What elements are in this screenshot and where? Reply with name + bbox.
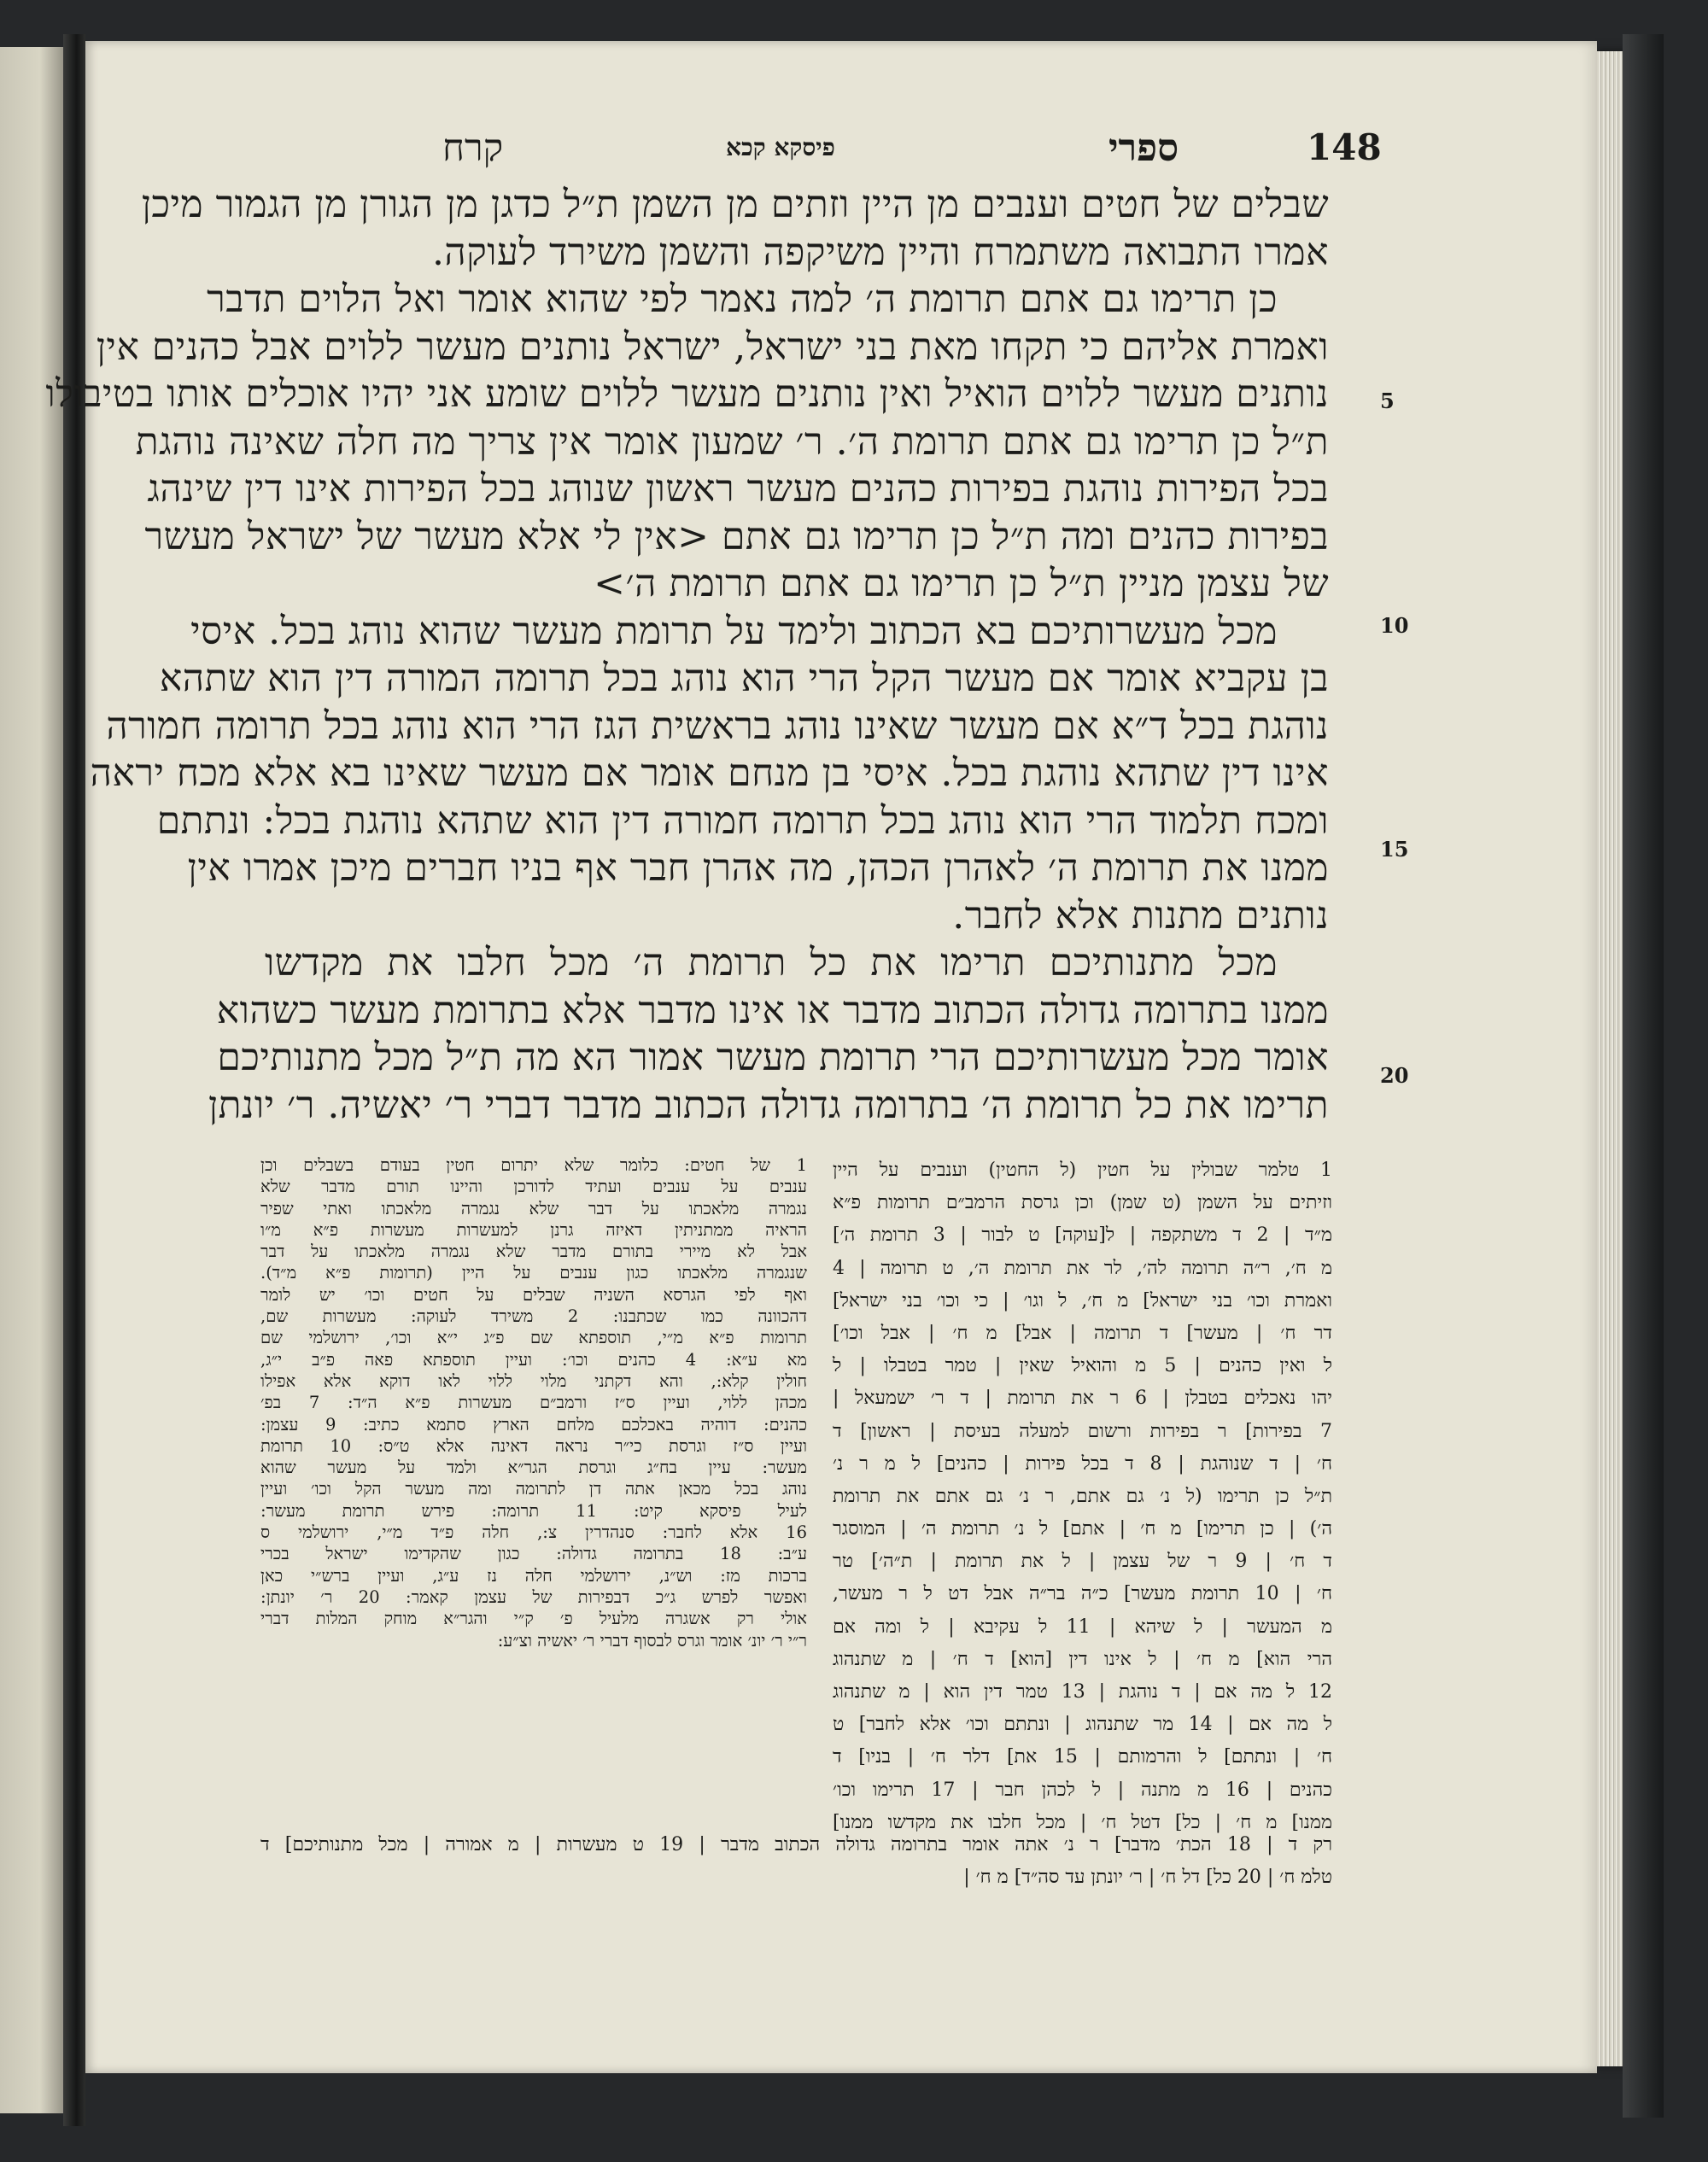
- facing-page-edge: [0, 47, 67, 2113]
- note-line: ברכות מז: וש״נ, ירושלמי חלה נז ע״ג, ועיין ברש״י כאן: [260, 1565, 807, 1586]
- book-cover-edge: [1623, 34, 1664, 2118]
- note-line: כהנים: דוהיה באכלכם מלחם הארץ סתמא כתיב: 9 עצמן:: [260, 1414, 807, 1435]
- note-line: שנגמרה מלאכתו כגון ענבים על היין (תרומות פ״א מ״ד).: [260, 1263, 807, 1283]
- note-line: ת״ל כן תרימו (ל נ׳ גם אתם, ר נ׳ גם אתם את תרומת: [833, 1485, 1332, 1507]
- note-line: נוהג בכל מכאן אתה דן לתרומה ומה מעשר הקל וכו׳ ועיין: [260, 1479, 807, 1499]
- note-line: הרי הוא] מ ח׳ | ל אינו דין [הוא] ד ח׳ | מ שתנהוג: [833, 1648, 1332, 1670]
- text-line: כן תרימו גם אתם תרומת ה׳ למה נאמר לפי שהוא אומר ואל הלוים תדבר: [207, 278, 1278, 321]
- variant-readings-column: [833, 1154, 1332, 1839]
- note-line: ואמרת וכו׳ בני ישראל] מ ח׳, ל וגו׳ | כי וכו׳ בני ישראל]: [833, 1289, 1332, 1312]
- chapter-label: קרח: [442, 126, 504, 170]
- text-line: אמרו התבואה משתמרח והיין משיקפה והשמן משירד לעוקה.: [431, 230, 1329, 274]
- text-line: אינו דין שתהא נוהגת בכל. איסי בן מנחם אומר אם מעשר שאינו בא אלא מכח יראה: [90, 751, 1329, 795]
- note-line: ממנו] מ ח׳ | כל] דטל ח׳ | מכל חלבו את מקדשו ממנו]: [833, 1811, 1332, 1833]
- note-line: טלמ ח׳ | 20 כל] דל ח׳ | ר׳ יונתן עד סה״ד] מ ח׳ |: [963, 1867, 1332, 1889]
- text-line: מכל מתנותיכם תרימו את כל תרומת ה׳ מכל חלבו את מקדשו: [265, 941, 1278, 985]
- note-line: ח׳ | 10 תרומת מעשר] כ״ה בר״ה אבל דט ל ר מעשר,: [833, 1583, 1333, 1605]
- note-line: וזיתים על השמן (ט שמן) וכן גרסת הרמב״ם תרומות פ״א: [833, 1192, 1332, 1214]
- note-line: ד ח׳ | 9 ר של עצמן | ל את תרומת | ת״ה׳] טר: [833, 1551, 1332, 1573]
- note-line: ואפשר לפרש ג״כ דבפירות של עצמן קאמר: 20 ר׳ יונתן:: [260, 1586, 807, 1607]
- note-line: אולי רק אשגרה מלעיל פ׳ ק״י והגר״א מוחק המלות דברי: [260, 1609, 807, 1629]
- note-line: ה׳) | כן תרימו] מ ח׳ | אתם] ל נ׳ תרומת ה׳ | המוסגר: [833, 1518, 1332, 1540]
- text-line: מכל מעשרותיכם בא הכתוב ולימד על תרומת מעשר שהוא נוהג בכל. איסי: [190, 609, 1278, 653]
- note-line: ע״ב: 18 בתרומה גדולה: כגון שהקדימו ישראל בכרי: [260, 1544, 808, 1564]
- note-line: הראיה ממתניתין דאיזה גרנן למעשרות מעשרות פ״א מ״ו: [260, 1219, 807, 1240]
- note-line: מ״ד | 2 ד משתקפה | ל[עוקה] ט לבור | 3 תרומת ה׳]: [833, 1224, 1332, 1247]
- note-line: ר״י ר׳ יונ׳ אומר וגרס לבסוף דברי ר׳ יאשיה וצ״ע:: [497, 1630, 807, 1651]
- note-line: ענבים על ענבים ועתיד לדורכן והיינו תורם מדבר שלא: [260, 1177, 807, 1197]
- line-number: 20: [1380, 1063, 1409, 1088]
- text-line: ממנו בתרומה גדולה הכתוב מדבר או אינו מדבר אלא בתרומת מעשר כשהוא: [216, 988, 1329, 1032]
- note-line: ל ואין כהנים | 5 מ והואיל שאין | טמר בטבלו | ל: [833, 1355, 1332, 1377]
- book-title: ספרי: [1108, 126, 1179, 170]
- text-line: אומר מכל מעשרותיכם הרי תרומת מעשר אמור הא מה ת״ל מכל מתנותיכם: [217, 1036, 1329, 1079]
- text-line: בכל הפירות נוהגת בפירות כהנים מעשר ראשון שנוהג בכל הפירות אינו דין שינהג: [147, 467, 1329, 511]
- text-line: ת״ל כן תרימו גם אתם תרומת ה׳. ר׳ שמעון אומר אין צריך מה חלה שאינה נוהגת: [135, 419, 1329, 464]
- page-number: 148: [1307, 126, 1382, 168]
- note-line: רק ד | 18 הכת׳ מדבר] ר נ׳ אתה אומר בתרומה גדולה הכתוב מדבר | 19 ט מעשרות | מ אמורה | מכל מתנותיכם] ד: [260, 1834, 1332, 1855]
- note-line: ח׳ | ד שנוהגת | 8 ד בכל פירות | כהנים] ל מ ר נ׳: [833, 1452, 1332, 1475]
- note-line: ל מה אם | 14 מר שתנהוג | ונתתם וכו׳ אלא לחבר] ט: [833, 1714, 1332, 1736]
- note-line: מעשר: עיין בח״ג וגרסת הגר״א ולמד על מעשר שהוא: [260, 1458, 807, 1478]
- note-line: ח׳ | ונתתם] ל והרמותם | 15 את] דלר ח׳ | בניו] ד: [833, 1746, 1332, 1768]
- text-line: בפירות כהנים ומה ת״ל כן תרימו גם אתם <אין לי אלא מעשר של ישראל מעשר: [144, 514, 1329, 558]
- note-line: 12 ל מה אם | ד נוהגת | 13 טמר דין הוא | מ שתנהוג: [833, 1681, 1332, 1703]
- note-line: אבל לא מיירי בתורם מדבר שלא נגמרה מלאכתו על דבר: [260, 1242, 807, 1262]
- line-number: 15: [1380, 837, 1409, 862]
- note-line: דר ח׳ | מעשר] ד תרומה | אבל] מ ח׳ | אבל וכו׳]: [833, 1322, 1332, 1344]
- note-line: חולין קלא:, והא דקתני מלוי ללוי לאו דוקא אלא אפילו: [260, 1370, 807, 1391]
- note-line: ועיין ס״ז וגרסת כי״ר נראה דאינה אלא ט״ס: 10 תרומת: [260, 1435, 807, 1456]
- text-line: בן עקביא אומר אם מעשר הקל הרי הוא נוהג בכל תרומה המורה דין הוא שתהא: [159, 657, 1329, 700]
- line-number: 5: [1380, 389, 1395, 413]
- note-line: כהנים | 16 מ מתנה | ל לכהן חבר | 17 תרימו וכו׳: [833, 1779, 1332, 1801]
- text-line: ואמרת אליהם כי תקחו מאת בני ישראל, ישראל נותנים מעשר ללוים אבל כהנים אין: [96, 324, 1329, 369]
- text-line: תרימו את כל תרומת ה׳ בתרומה גדולה הכתוב מדבר דברי ר׳ יאשיה. ר׳ יונתן: [208, 1083, 1329, 1127]
- note-line: מ המעשר | ל שיהא | 11 ל עקיבא | ל ומה אם: [833, 1616, 1332, 1638]
- note-line: ואף לפי הגרסא השניה שבלים על חטים וכו׳ יש לומר: [260, 1284, 807, 1305]
- section-label: פיסקא קכא: [726, 133, 835, 161]
- note-line: 16 אלא לחבר: סנהדרין צ:, חלה פ״ד מ״י, ירושלמי ס: [260, 1522, 807, 1543]
- text-line: שבלים של חטים וענבים מן היין וזתים מן השמן ת״ל כדגן מן הגורן מן הגמור מיכן: [141, 183, 1329, 226]
- note-line: נגמרה מלאכתו על דבר שלא נגמרה מלאכתו ואתי שפיר: [260, 1198, 807, 1218]
- note-line: תרומות פ״א מ״י, תוספתא שם פ״ג י״א וכו׳, ירושלמי שם: [260, 1328, 807, 1348]
- text-line: נותנים מעשר ללוים הואיל ואין נותנים מעשר ללוים שומע אני יהיו אוכלים אותו בטיבולו: [45, 372, 1329, 416]
- note-line: 7 בפירות] ר בפירות ורשום למעלה בעיסת | ראשון] ד: [833, 1420, 1332, 1442]
- commentary-column: [260, 1154, 807, 1651]
- note-line: מכהן ללוי, ועיין ס״ז ורמב״ם מעשרות פ״א ה״ד: 7 בפ׳: [260, 1393, 807, 1413]
- note-line: דהכוונה כמו שכתבנו: 2 משירד לעוקה: מעשרות שם,: [260, 1306, 807, 1327]
- book-gutter: [63, 34, 85, 2126]
- note-line: מ ח׳, ר״ה תרומה לה׳, לר את תרומת ה׳, ט תרומה | 4: [833, 1257, 1332, 1279]
- note-line: יהו נאכלים בטבלן | 6 ר את תרומת | ד ר׳ ישמעאל |: [833, 1388, 1332, 1410]
- text-line: ממנו את תרומת ה׳ לאהרן הכהן, מה אהרן חבר אף בניו חברים מיכן אמרו אין: [187, 846, 1329, 890]
- variant-readings-continuation: [260, 1829, 1332, 1894]
- main-text-block: [45, 181, 1329, 1129]
- text-line: נוהגת בכל ד״א אם מעשר שאינו נוהג בראשית הגז הרי הוא נוהג בכל תרומה חמורה: [106, 704, 1329, 748]
- text-line: ומכח תלמוד הרי הוא נוהג בכל תרומה חמורה דין הוא שתהא נוהגת בכל: ונתתם: [156, 798, 1329, 843]
- note-line: מא ע״א: 4 כהנים וכו׳: ועיין תוספתא פאה פ״ב י״ג,: [260, 1349, 807, 1370]
- note-line: 1 טלמר שבולין על חטין (ל החטין) וענבים על היין: [833, 1160, 1332, 1181]
- text-line: נותנים מתנות אלא לחבר.: [952, 893, 1329, 938]
- line-number: 10: [1380, 613, 1409, 638]
- note-line: 1 של חטים: כלומר שלא יתרום חטין בעודם בשבלים וכן: [260, 1155, 807, 1175]
- note-line: לעיל פיסקא קיט: 11 תרומה: פירש תרומת מעשר:: [260, 1500, 807, 1521]
- text-line: של עצמן מניין ת״ל כן תרימו גם אתם תרומת ה׳>: [594, 562, 1329, 605]
